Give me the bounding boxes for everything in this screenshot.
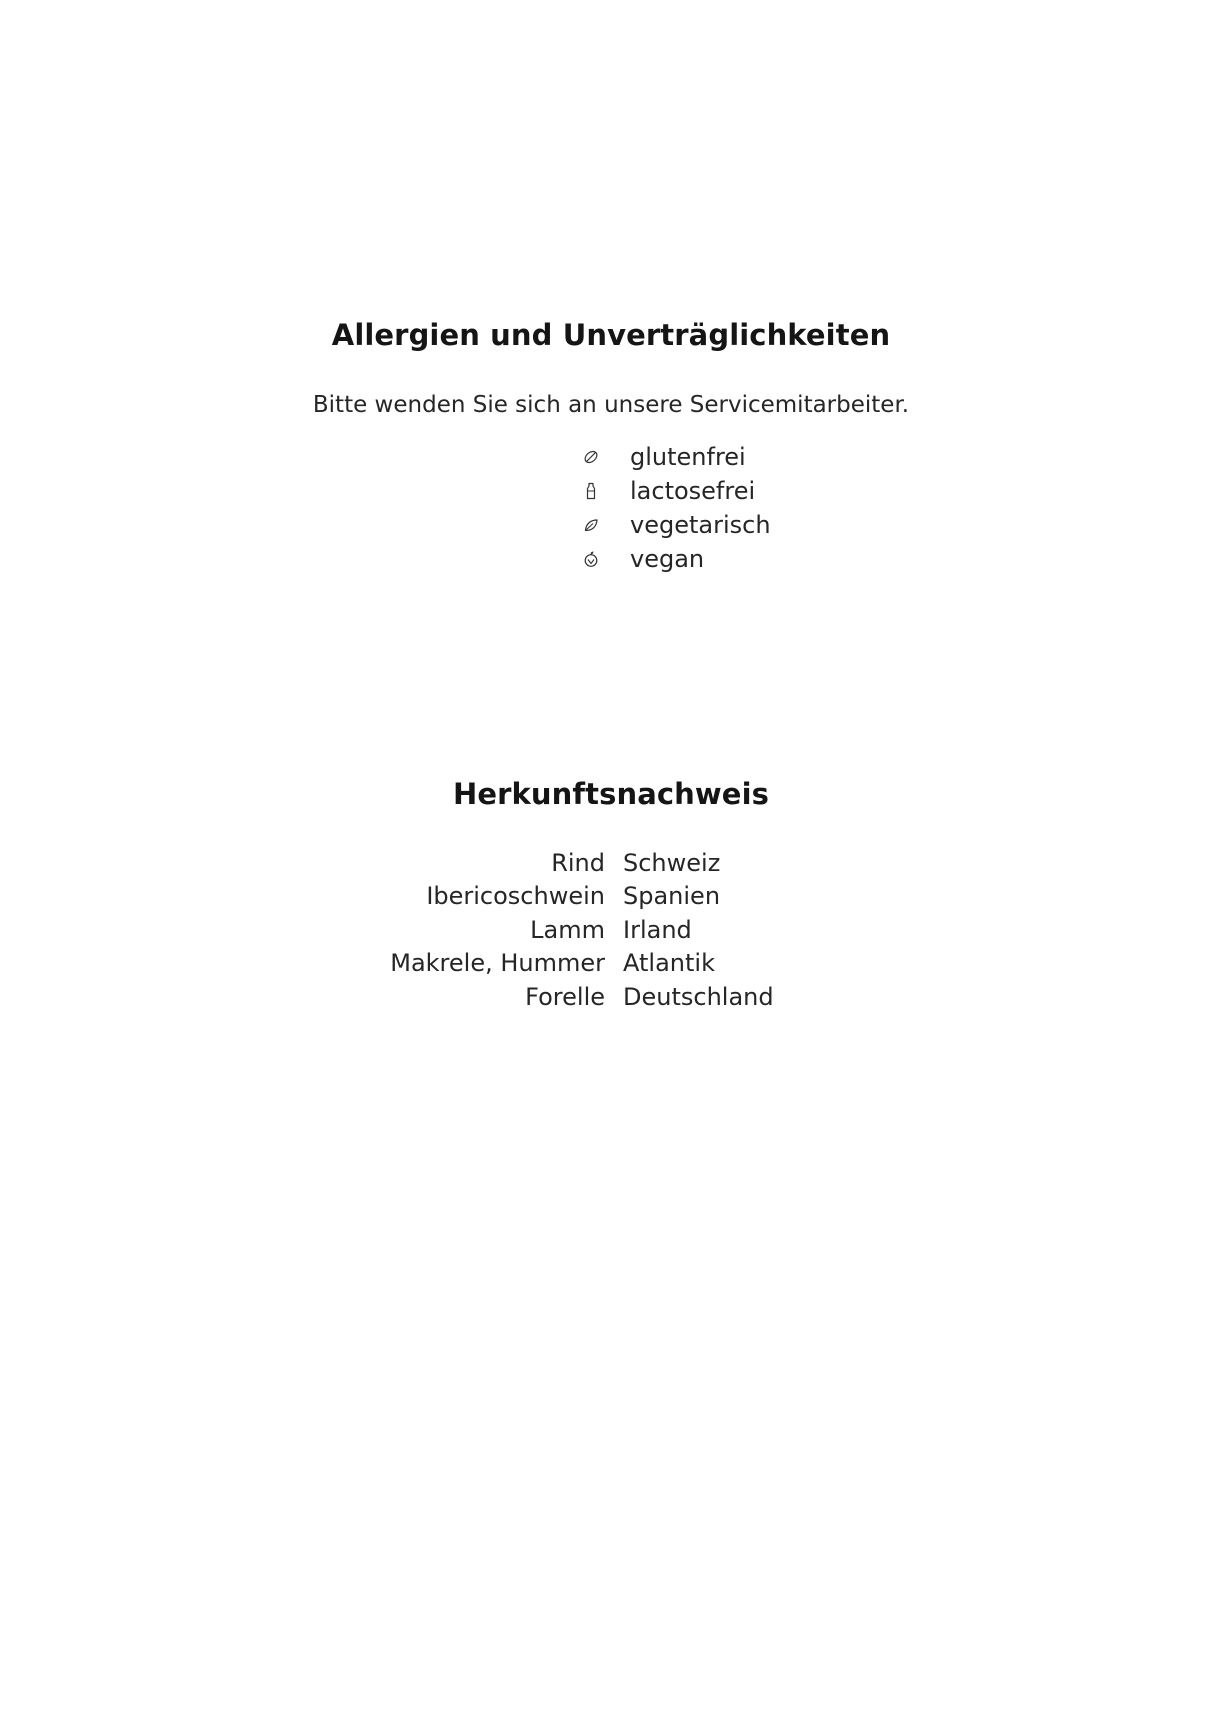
legend-label: vegan [630, 545, 705, 573]
allergy-intro-text: Bitte wenden Sie sich an unsere Servicemitarbeiter. [312, 392, 910, 418]
origin-section-title: Herkunftsnachweis [453, 777, 769, 811]
lactose-free-icon [582, 482, 600, 500]
origin-product: Rind [551, 848, 605, 877]
origin-country: Schweiz [623, 848, 721, 877]
legend-item-lactose-free [582, 474, 882, 508]
vegetarian-icon [582, 516, 600, 534]
origin-product: Ibericoschwein [426, 882, 605, 911]
origin-country: Deutschland [623, 982, 774, 1011]
origin-country: Atlantik [623, 949, 715, 978]
vegan-icon [582, 550, 600, 568]
origin-product: Forelle [525, 982, 605, 1011]
gluten-free-icon [582, 448, 600, 466]
origin-row [360, 947, 860, 981]
legend-item-vegan [582, 542, 882, 576]
origin-row [360, 913, 860, 947]
origin-product: Makrele, Hummer [390, 949, 605, 978]
origin-country: Spanien [623, 882, 721, 911]
legend-label: glutenfrei [630, 443, 746, 471]
origin-row [360, 846, 860, 880]
legend-label: lactosefrei [630, 477, 756, 505]
allergy-section-title: Allergien und Unverträglichkeiten [331, 318, 891, 352]
diet-legend [582, 440, 882, 576]
legend-item-vegetarian [582, 508, 882, 542]
legend-item-gluten-free [582, 440, 882, 474]
origin-product: Lamm [530, 915, 605, 944]
legend-label: vegetarisch [630, 511, 771, 539]
origin-country: Irland [623, 915, 692, 944]
origin-table [360, 846, 860, 1014]
origin-row [360, 980, 860, 1014]
origin-row [360, 880, 860, 914]
